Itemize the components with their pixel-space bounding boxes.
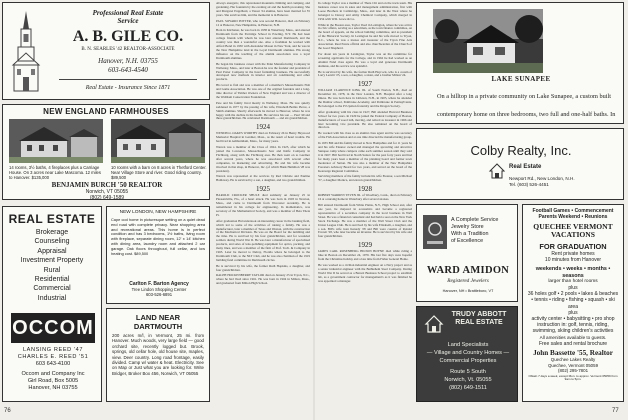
land-body: 200 acres m/l, in Vermont, 25 mi. from Hanover. Much woods, very large field — good orchard site, recently logged but. Brook, springs, old cellar hole, old house site, maples, view. Deer country. Long road frontage, easily divided. Camp w/ water & heat. Electricity. See on Map or Just what you are looking for. Write Bridger, Broker Box 456, Norwich, VT 05055 [112,333,204,376]
occom-phone: 603 643-4100 [35,361,71,367]
occom-logo: OCCOM [11,313,95,343]
trudy-city: Norwich, Vt. 05055 [444,377,492,383]
sunapee-ad [416,2,624,124]
col1-para-3: He began his business career with the Penn Manufacturing Company in Wellesley, Mass., and later at Boston he was the founder and president of Paul Potter Company in the hotel furnishing business. He successfully developed new methods in interior and air conditioning and other products. [216,61,310,82]
quechee-fine: Obtain 7 days a week, except Mon. to approx. Vermont 05059 from 9am to 5pm. [528,373,618,382]
quechee-plus: plus [568,285,578,292]
ward-tag2: Jewelry Store [451,224,484,230]
sunapee-photo [433,9,543,73]
gile-since: Real Estate - Insurance Since 1871 [85,85,171,91]
trudy-line3: Commercial Properties [439,358,497,364]
ward-tag1: A Complete Service [451,217,499,223]
barton-header: NEW LONDON, NEW HAMPSHIRE [119,210,197,215]
trudy-name: TRUDY ABBOTT REAL ESTATE [451,311,507,326]
ward-addr: Hanover, NH • Brattleboro, VT [442,289,494,293]
gile-tagline: Professional Real Estate Service [92,9,164,25]
occom-principal: LANSING REED '47 [22,347,84,353]
sunapee-title: LAKE SUNAPEE [491,75,551,83]
quechee-plus2: plus [568,309,578,316]
occom-service-7: Industrial [37,294,67,302]
quechee-grad-line1: Rent private homes [551,251,595,257]
trudy-ad [416,306,518,402]
col1c-para-0: HAROLD CROCKER SHULE died suddenly on January 25 in Pleasantville, Fla., of a heart attack. He was born in 1903 in Newton, Mass., and came to Dartmouth from Worcester Academy. He is remembered in his college for engineering. In mathematics, was secretary of the Mathematical Society, and was a member of Beta Theta Pi. [216,193,310,217]
gile-ad [2,2,210,100]
farmhouse-photo-left [9,119,103,163]
col2a-para-0: In college Taylor was a member of Theta Chi and on the track team. His business career was in sales and management administration, first with Loose Brothers in Cambridge, Mass., and later in the West where he belonged to Dewey and Almy Chemical Company, which merged in 1954 with W.R. Grace & Co. [318,1,412,21]
barton-agency: Carlton F. Barton Agency [129,281,189,287]
gile-phone: 603-643-4540 [108,66,148,74]
gile-name: A. B. GILE CO. [72,28,184,45]
col1b-para-1: Warren was a member of the Class of 1924. In 1925, after which he joined the Lawrence, Massachusetts Saw and Knife Company in Fitchburg, along with the Fitchburg area. He then went on to Gardner after several years, where he was associated with several other companies, in marketing and advertising. He and his wife became involved in that shop, in Hanover, Inc. (of which Hank Hamilton '28 was president). [216,145,310,173]
col1-para-5: Pete and his family lived mostly in Wellesley, Mass. He was quietly saddened in 1977 by the passing of his wife, Elizabeth Bemis Pierce, a Smith alumnus. Shortly afterwards he moved to Hanover, where he was happy with the decline in his health. He survives his son — Paul '49 and three grandchildren. He celebrated Dartmouth — and six grandchildren. [216,100,310,121]
farmhouses-ad [2,104,210,200]
year-heading-1925: 1925 [256,185,270,194]
quechee-top: Football Games • Commencement Parents Weekend • Reunions [532,208,614,221]
colby-name: Colby Realty, Inc. [470,143,572,158]
col1-para-2: Born in Kitchener, he was born in 1938 in Waterbury, Mass., and entered Dartmouth from the Partridge School in Pawling, N.Y. He had been college friends with whom he was later entered Dartmouth, and the country was then a wonderful one. Also a freshman he worked with Alfred Bond in 1930 with Alexander Mason in New York, and he was in the New Hampshire land in the Loyal Dartmouth alumnus. His strong influence on the teaching of the alumni association was a loyal Dartmouth alumnus. [216,28,310,60]
land-ad [106,308,210,402]
colby-sub: Real Estate [509,164,542,170]
col1b-para-2: Warren was represented at the services by Red Christie and Pauline Hathaway. He is survived by a son, a daughter, and two grandchildren. [216,174,310,183]
occom-service-5: Residential [34,276,70,284]
article-column-2 [318,2,412,416]
occom-city: Hanover, NH 03755 [28,385,78,391]
occom-service-2: Appraisal [37,247,67,255]
quechee-broker-co: Quechee Lakes Realty [550,357,596,363]
occom-company: Occom and Company Inc [21,371,85,377]
occom-service-4: Rural [43,266,61,274]
farmhouse-caption-left: 14 rooms, 3½ baths, 4 fireplaces plus a Carriage House. On 3 acres near Lake Mascoma. 12 miles to Hanover. $135,000 [9,165,101,180]
gile-divider [59,79,197,80]
colby-logo-icon [489,163,505,179]
trudy-line1: Land Specialists [447,342,489,348]
col2d-para-0: JAMES CARL ROSENBERG HILTON BOYNE died while riding a bike in Boston on December 24, 1979. His last five days were hopeful from the Christmas holiday and a late time from Fisher General Home. [318,249,412,262]
barton-addr: Tree Lindon Shopping Center [131,287,187,292]
quechee-broker-addr: Quechee, Vermont 05059 [547,362,599,368]
center-fold [313,0,315,420]
col1c-para-1: After graduation Hal undertook an interesting career in the banking field, which led to some of the activities of raising a family. He was a manufacturer, later a member of Texas and Weston, with the construction of the Mechanical Division. He was on the Board for the tumbling and the time. He is survived by his four grandchildren, and for wounded soldiers during World War II. He was later a manufacturer of specialized products, and sales of lens-polishing equipment for optics, packing, and many lines, and was a member of the firm of Prof. Tech. & Company in 1965. Later he moved to Delray, Florida where he belonged to the Dartmouth Club, to the NLT Club, and he was also chairman of the 1919 building fund committee in Dartmouth circles. [216,218,310,262]
ward-sub: Registered Jewelers [447,278,489,284]
quechee-activities: activity center • babysitting • pro shop instruction in: golf, tennis, riding, swimming, skiing children's activities [531,315,615,335]
trudy-phone: (802) 649-1511 [449,385,487,391]
trudy-addr: Route 5 South [450,369,486,375]
barton-body: Cape cod home in picturesque setting on a quiet dead end road with complete privacy. Near shopping area and recreational areas. This home is in perfect condition and has 3 bedrooms, 1½ baths, living room with fireplace, separate dining room, 12' x 14' kitchen with dining area, laundry room and attached 2 car garage. Oak floors throughout, full cellar, and low heating cost. $89,500 [111,217,205,256]
col2d-para-1: He was worked as a civilian industrial engineer on a Navy project and as a senior industrial engineer with the Bethlehem Steel Company. During World War II he served as a Barrett Business School project to establish lab, as a government contractor for management's as it was finished he was appointed a manager. [318,262,412,283]
gile-principal: B. N. SEARLES '42 REALTOR-ASSOCIATE [81,47,175,52]
quechee-grad-title: FOR GRADUATION [539,242,607,251]
col1b-para-0: WENDELL OAKES WORTHY died on February 26 in Henry Haywood Memorial Hospital in Gardner, Mass., as the result of heart trouble. He had lived in Ashburnham, Mass., for many years. [216,131,310,144]
ward-ad [416,204,518,302]
sunapee-body: On a hilltop in a private community on Lake Sunapee, a custom built contemporary home on three bedrooms, two full and one-half baths. In [437,93,616,118]
page-number-right: 77 [612,408,619,414]
quechee-all: All amenities available to guests. [539,335,607,341]
col2a-para-1: While in the Boston area, Taylor lived in Lexington, where he was active in civic affairs, serving as a selectman, as the town finance committee, on the board of appeals, on the school building committee, and as president of the Historical Society. In Lexington he and his wife moved to Tryon, N.C., where he was a trustee and treasurer of the Tryon Fine Arts Association. Real Estate official and also churchwarden of the Church of the Good Shepherd. [318,22,412,50]
colby-ad [416,128,624,200]
col2b-para-2: He worked with his class as an alumni class agent and he was secretary of the Fish Association and at one time directed the manufacturing group. [318,131,412,140]
quechee-more: larger than hotel rooms [548,279,598,285]
occom-ad [2,206,102,402]
col1c-para-3: RALPH HOCKENBERRY TAYLOR died on January 25 in Tryon, N.C., where he had lived since 1961. He was born in 1904 in Milton, Mass., and graduated from Milton High School. [216,273,310,286]
quechee-weekends: weekends • weeks • months • seasons [535,266,611,279]
col2a-para-3: He is survived by his wife, the former Ruth Haycock, who is a cousin of Larry Leavitt '25, a son, a daughter, a sister, and a brother Milton '24. [318,69,412,78]
col2b-para-4: Surviving members of the family include his wife Eleanor, a son Michael '57, a daughter Monica, and eleven grandchildren. [318,174,412,183]
col2b-para-3: In 1935 Bill and his family moved to New Hampshire and for 11 years he and his wife Eleanor owned and managed the sprawling and attractive Sunapee camp where campers came each summer season until they sold it in 1967. Bill had lived in North Sutton for the past forty years and had for many years been a member of the planning board and former town moderator of Sutton. He was also a member of the New Hampshire Foresters Advisory Board for two years, and served on the board of the Kearsarge Regional Committee. [318,141,412,173]
quechee-free: Free sales and rental brochure [538,341,608,348]
year-heading-1928: 1928 [358,185,372,194]
year-heading-1924: 1924 [256,123,270,132]
barton-ad [106,206,210,304]
col2a-para-2: For about ten years in Lexington, Taylor was on the committee for screening applicants for the College, and in 1962 he had worked as an Alumni Fund class agent. He was a loyal and generous Dartmouth alumnus, and his service was splendid. [318,51,412,68]
page-number-left: 76 [4,408,11,414]
col2b-para-0: WILLIAM CLARENCE KING JR. of South Norton, N.H., died on December 26, 1978, in the New London, N.H. Hospital after a long illness. He was born here in Littleton, N.H., in 1905, where he attended the Dunbar school, Pembroke Academy, and Pembroke in Pennsylvania. He belonged to the Pi Upsilon fraternity and the Dragon Society. [318,88,412,108]
col2c-para-1: Bill entered Dartmouth from White Plains, N.Y., High School and, after one year, he majored in economics and became a registered representative of a securities company in the local business in Wall Street. He was a financial consultant and had held a seat on the New York Stock Exchange. He was a member of the Wall Street Club and the Union League Club. He is survived by his wife Elizabeth, a daughter, and a son. Bill's wife Jean Kenedy '28 and Bill were cousins of Roland Everett '28, who later became an inventor. He is survived by his wife and four grandchildren. [318,203,413,239]
quechee-title: QUECHEE VERMONT VACATIONS [533,221,613,240]
occom-principal2: CHARLES E. REED '51 [17,354,89,360]
occom-address: Girl Road, Box 5005 [27,378,79,384]
quechee-ad [522,204,624,402]
ward-name: WARD AMIDON [426,265,510,276]
land-title: LAND NEAR DARTMOUTH [133,313,183,331]
col1-para-0: Always energetic, this rejuvenated mountain climbing and camping, and gardening. Her fountain by the evening air and the health provoking. She and Margaret Engelhard, a Vassar '24 alumna, have been married for 55 years. She survives him, and the memorial is in Hanover. [216,1,310,17]
farmhouses-city: Norwich, VT 05055 [85,189,129,195]
house-icon [425,315,443,333]
col1c-para-2: He is survived by his wife, the former Ruth Hopkins, a daughter, and four grandchildren. [216,263,310,272]
col2b-para-1: After graduating with his class in 1927, Bill attended Harvard Business School for two years. In 1929 he joined the Federal Company of Boston, manufacturers of wood lath, moving, and retired as treasurer in 1966 and later becoming vice president. He also remained on the board of directors. [318,109,412,130]
colby-phone: Tel. (603) 526-4451 [509,182,549,187]
col2c-para-0: ROBERT WARREN TEVEN JR. of Woodbury, Conn., died on February 16 at a nursing home in Waterbury after several strokes. [318,193,412,202]
trudy-line2: — Village and Country Homes — [426,350,510,356]
occom-service-0: Brokerage [35,229,69,236]
farmhouses-title: NEW ENGLAND FARMHOUSES [43,107,169,116]
barton-phone: 603-526-6891 [145,292,173,298]
occom-heading: REAL ESTATE [8,212,96,226]
article-column-1 [216,2,310,416]
occom-service-6: Commercial [33,285,71,293]
quechee-grad-line2: 10 minutes from Hanover [544,257,602,263]
col1-para-4: His loved to fish and was a member of a member's Massachusetts Fish and Game Association. He was one of the original founders and a long-time director of Timber Owners of New England and was a director of the Waltham Conservation Foundation. [216,83,310,99]
occom-service-3: Investment Property [20,257,84,265]
quechee-holes: 36 holes golf • 2 pools • lakes & beaches • tennis • riding • fishing • squash • ski area [527,291,619,310]
quechee-broker-phone: (802) 295-7801 [557,368,589,374]
year-heading-1927: 1927 [358,80,372,89]
church-illustration [9,9,43,95]
jewelry-photo [423,215,447,249]
year-heading-1929: 1929 [358,241,372,250]
farmhouse-photo-right [111,119,205,163]
occom-service-1: Counseling [34,238,70,246]
gile-city: Hanover, N.H. 03755 [98,57,158,65]
colby-addr: Newport Rd., New London, N.H. [509,176,575,181]
farmhouses-phone: (802) 649-1589 [89,195,125,201]
quechee-broker: John Bassette '55, Realtor [533,348,613,357]
ward-tag4: of Excellence [451,238,484,244]
farmhouses-realtor: BENJAMIN BURCH '50 REALTOR [51,181,163,189]
col1-para-1: PAUL SOYARD POTTER, who was second Hanover, died on February 12 at Hanover, New Hampshire, in Hanover, N.H. [216,18,310,27]
farmhouse-caption-right: 10 rooms with a barn on 8 acres in Thetford Center. Near Village Store and river. Good riding country. $89,500 [111,165,207,180]
ward-tag3: With a Tradition [451,231,489,237]
